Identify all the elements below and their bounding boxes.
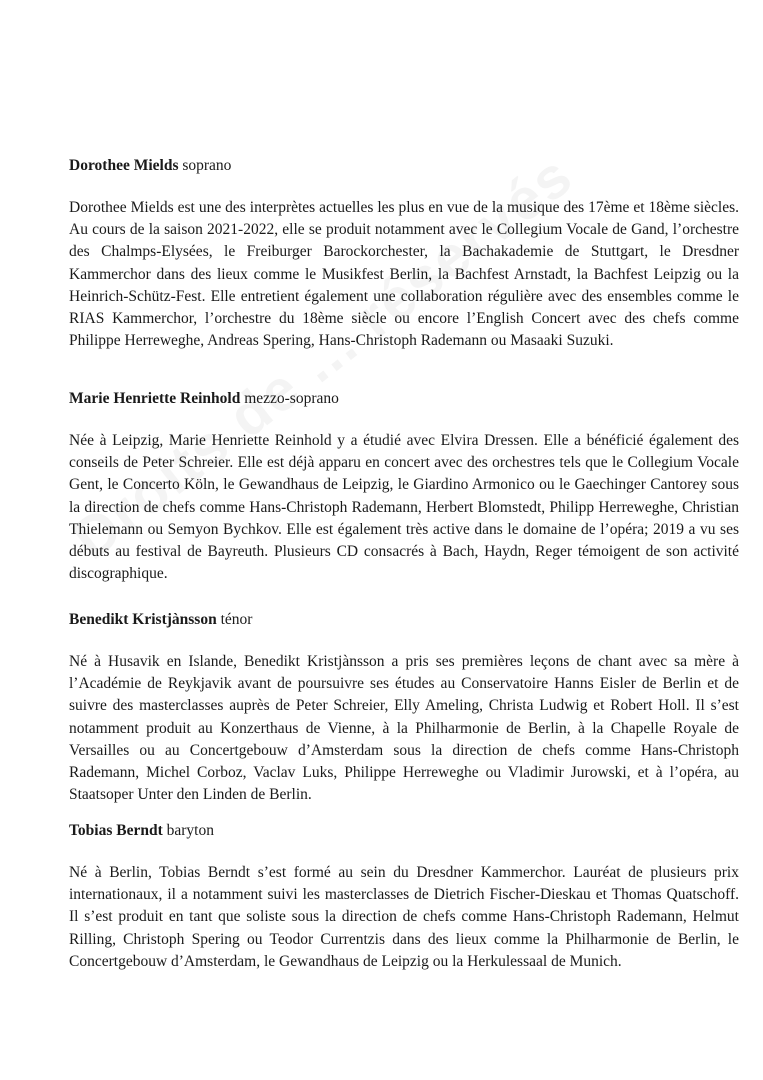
artist-name: Dorothee Mields (69, 157, 179, 174)
artist-bio: Né à Husavik en Islande, Benedikt Kristjànsson a pris ses premières leçons de chant avec sa mère à l’Académie de Reykjavik avant de poursuivre ses études au Conservatoire Hanns Eisler de Berlin et de suivre des masterclasses auprès de Peter Schreier, Elly Ameling, Christa Ludwig et Robert Holl. Il s’est notamment produit au Konzerthaus de Vienne, à la Philharmonie de Berlin, à la Chapelle Royale de Versailles ou au Concertgebouw d’Amsterdam sous la direction de chefs comme Hans-Christoph Rademann, Michel Corboz, Vaclav Luks, Philippe Herreweghe ou Vladimir Jurowski, et à l’opéra, au Staatsoper Unter den Linden de Berlin. (69, 653, 739, 804)
artist-name: Benedikt Kristjànsson (69, 611, 217, 628)
artist-name: Marie Henriette Reinhold (69, 390, 241, 407)
artist-name: Tobias Berndt (69, 822, 163, 839)
artist-heading (69, 156, 739, 176)
artist-bio: Né à Berlin, Tobias Berndt s’est formé au sein du Dresdner Kammerchor. Lauréat de plusieurs prix internationaux, il a notamment suivi les masterclasses de Dietrich Fischer-Dieskau et Thomas Quatschoff. Il s’est produit en tant que soliste sous la direction de chefs comme Hans-Christoph Rademann, Helmut Rilling, Christoph Spering ou Teodor Currentzis dans des lieux comme la Philharmonie de Berlin, le Concertgebouw d’Amsterdam, le Gewandhaus de Leipzig ou la Herkulessaal de Munich. (69, 864, 739, 970)
artist-voice: baryton (166, 822, 214, 839)
artist-heading (69, 821, 739, 841)
artist-voice: mezzo-soprano (244, 390, 339, 407)
artist-heading (69, 610, 739, 630)
artist-bio: Dorothee Mields est une des interprètes actuelles les plus en vue de la musique des 17ème et 18ème siècles. Au cours de la saison 2021-2022, elle se produit notamment avec le Collegium Vocale de Gand, l’orchestre des Chalmps-Elysées, le Freiburger Barockorchester, la Bachakademie de Stuttgart, le Dresdner Kammerchor dans des lieux comme le Musikfest Berlin, la Bachfest Arnstadt, la Bachfest Leipzig ou la Heinrich-Schütz-Fest. Elle entretient également une collaboration régulière avec des ensembles comme le RIAS Kammerchor, l’orchestre du 18ème siècle ou encore l’English Concert avec des chefs comme Philippe Herreweghe, Andreas Spering, Hans-Christoph Rademann ou Masaaki Suzuki. (69, 199, 739, 350)
artist-voice: soprano (182, 157, 232, 174)
artist-bio: Née à Leipzig, Marie Henriette Reinhold y a étudié avec Elvira Dressen. Elle a bénéficié également des conseils de Peter Schreier. Elle est déjà apparu en concert avec des orchestres tels que le Collegium Vocale Gent, le Concerto Köln, le Gewandhaus de Leipzig, le Giardino Armonico ou le Gaechinger Cantorey sous la direction de chefs comme Hans-Christoph Rademann, Herbert Blomstedt, Philipp Herreweghe, Christian Thielemann ou Semyon Bychkov. Elle est également très active dans le domaine de l’opéra; 2019 a vu ses débuts au festival de Bayreuth. Plusieurs CD consacrés à Bach, Haydn, Reger témoigent de son activité discographique. (69, 432, 739, 583)
artist-heading (69, 389, 739, 409)
artist-voice: ténor (220, 611, 253, 628)
